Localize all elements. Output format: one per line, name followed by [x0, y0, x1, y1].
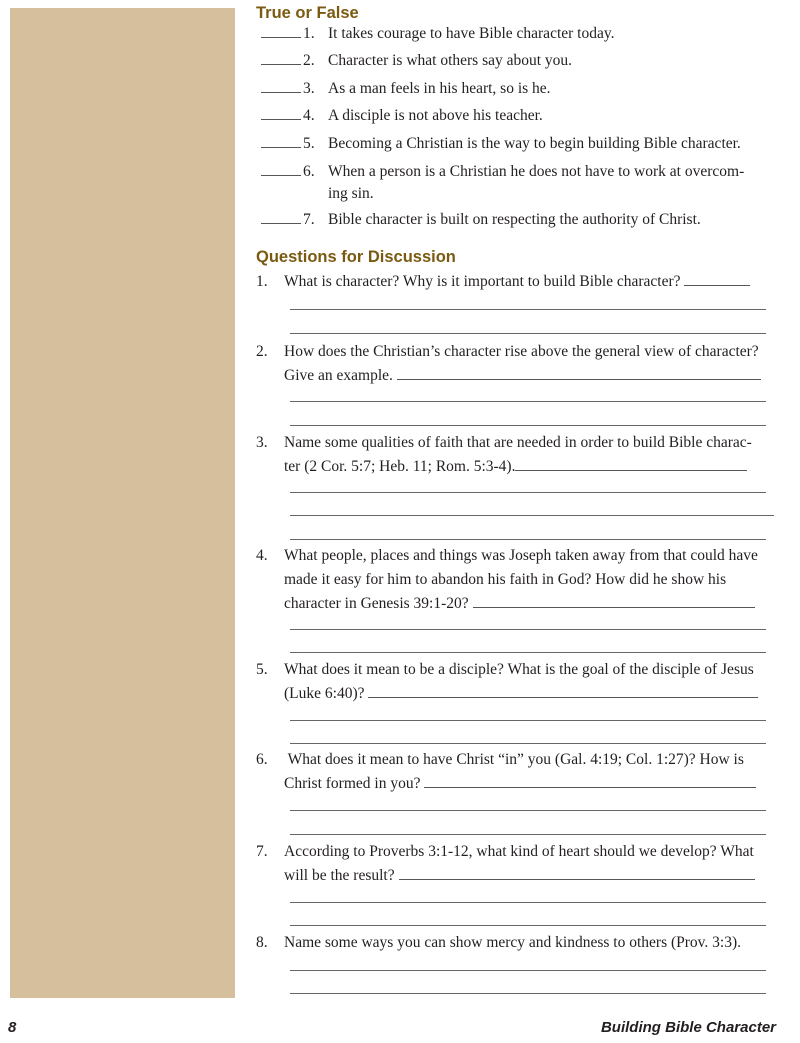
answer-line[interactable] [290, 925, 766, 926]
question-4: 4. What people, places and things was Joseph taken away from that could have made it easy for him to abandon his faith in God? How did he show his character in Genesis 39:1-20? [256, 547, 758, 612]
answer-line[interactable] [290, 810, 766, 811]
page-number: 8 [8, 1019, 17, 1036]
tf-item-7: 7. Bible character is built on respecting the authority of Christ. [261, 209, 768, 231]
question-6: 6. What does it mean to have Christ “in” you (Gal. 4:19; Col. 1:27)? How is Christ formed in you? [256, 748, 766, 796]
tf-item-6: 6. When a person is a Christian he does not have to work at overcom-ing sin. [261, 161, 764, 205]
answer-line[interactable] [290, 425, 766, 426]
tf-item-3: 3. As a man feels in his heart, so is he. [261, 78, 768, 100]
tf-item-2: 2. Character is what others say about you. [261, 50, 768, 72]
answer-line[interactable] [290, 309, 766, 310]
answer-line[interactable] [290, 492, 766, 493]
answer-line[interactable] [290, 539, 766, 540]
answer-line[interactable] [290, 720, 766, 721]
answer-line[interactable] [473, 593, 755, 608]
answer-blank[interactable] [261, 135, 301, 148]
answer-line[interactable] [290, 970, 766, 971]
answer-line[interactable] [368, 683, 758, 698]
answer-blank[interactable] [261, 107, 301, 120]
question-3: 3. Name some qualities of faith that are needed in order to build Bible charac- ter (2 Cor. 5:7; Heb. 11; Rom. 5:3-4). [256, 434, 752, 475]
answer-blank[interactable] [261, 80, 301, 93]
answer-line[interactable] [290, 629, 766, 630]
answer-line[interactable] [290, 333, 766, 334]
discussion-heading: Questions for Discussion [256, 248, 456, 266]
question-5: 5. What does it mean to be a disciple? What is the goal of the disciple of Jesus (Luke 6:40)? [256, 658, 766, 706]
answer-line[interactable] [424, 773, 756, 788]
answer-blank[interactable] [261, 25, 301, 38]
book-title: Building Bible Character [600, 1019, 776, 1036]
answer-blank[interactable] [261, 163, 301, 176]
answer-line[interactable] [290, 993, 766, 994]
answer-blank[interactable] [261, 52, 301, 65]
true-false-heading: True or False [256, 4, 359, 22]
answer-line[interactable] [515, 456, 747, 471]
answer-line[interactable] [290, 902, 766, 903]
tf-item-1: 1. It takes courage to have Bible character today. [261, 23, 768, 45]
answer-blank[interactable] [261, 211, 301, 224]
question-2: 2. How does the Christian’s character rise above the general view of character? Give an example. [256, 340, 766, 388]
answer-line[interactable] [397, 365, 761, 380]
tf-item-5: 5. Becoming a Christian is the way to begin building Bible character. [261, 133, 768, 155]
tf-item-4: 4. A disciple is not above his teacher. [261, 105, 768, 127]
answer-line[interactable] [290, 743, 766, 744]
question-7: 7. According to Proverbs 3:1-12, what kind of heart should we develop? What will be the result? [256, 843, 754, 884]
answer-line[interactable] [399, 865, 755, 880]
answer-line[interactable] [290, 834, 766, 835]
decorative-sidebar [10, 8, 235, 998]
answer-line[interactable] [290, 652, 766, 653]
answer-line[interactable] [290, 515, 774, 516]
question-8: 8. Name some ways you can show mercy and kindness to others (Prov. 3:3). [256, 934, 742, 951]
answer-line[interactable] [684, 271, 750, 286]
answer-line[interactable] [290, 401, 766, 402]
question-1: 1. What is character? Why is it important to build Bible character? [256, 270, 766, 294]
